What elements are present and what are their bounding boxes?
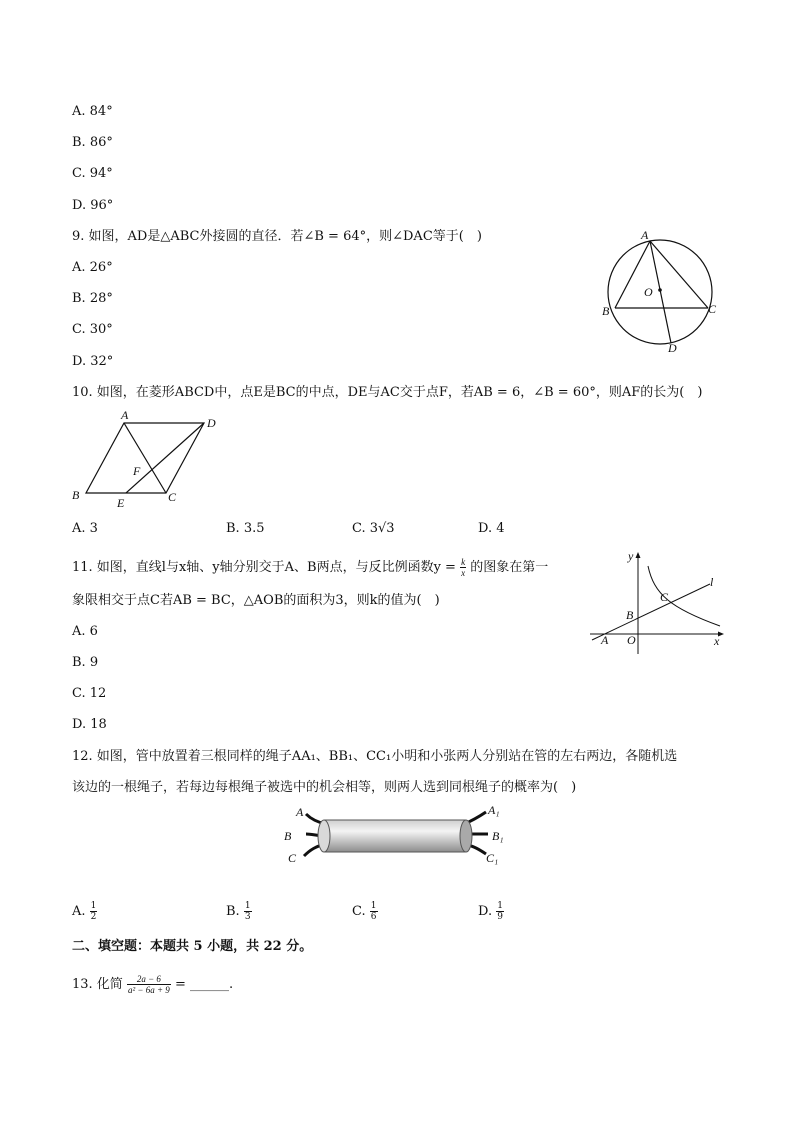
q12-option-c-prefix: C. (352, 904, 366, 919)
q11-stem-fraction (460, 557, 466, 578)
q11-stem-line2: 象限相交于点C若AB = BC，△AOB的面积为3，则k的值为( ) (72, 593, 440, 608)
q13-frac-numerator: 2a − 6 (127, 974, 171, 985)
q12-option-a-prefix: A. (72, 904, 86, 919)
q12-option-d-num: 1 (497, 901, 503, 911)
q11-stem-pre: 11. 如图，直线l与x轴、y轴分别交于A、B两点，与反比例函数y = (72, 560, 456, 575)
q10-label-a: A (121, 408, 129, 422)
q11-stem-post: 的图象在第一 (470, 560, 549, 575)
q10-label-c: C (168, 490, 177, 504)
q11-option-c: C. 12 (72, 686, 107, 701)
q9-label-b: B (602, 304, 610, 318)
q10-label-e: E (117, 496, 125, 510)
q13-frac-denominator: a² − 6a + 9 (127, 985, 170, 995)
q11-frac-denominator: x (461, 568, 466, 578)
q8-option-d: D. 96° (72, 198, 114, 213)
q13-suffix: = ______. (174, 977, 234, 992)
q12-option-b-num: 1 (244, 901, 251, 911)
q11-stem-line1 (72, 557, 548, 578)
q10-option-a: A. 3 (72, 521, 98, 536)
q11-coordinate-figure (584, 546, 726, 658)
q9-option-d: D. 32° (72, 354, 114, 369)
q8-option-c: C. 94° (72, 166, 113, 181)
q9-label-c: C (708, 302, 717, 316)
q10-stem: 10. 如图，在菱形ABCD中，点E是BC的中点，DE与AC交于点F，若AB = 6，∠B = 60°，则AF的长为( ) (72, 385, 703, 400)
q11-label-l: l (710, 575, 714, 589)
q11-frac-numerator: k (461, 557, 466, 567)
q12-label-b: B (284, 829, 292, 843)
q9-circle-figure (596, 226, 726, 356)
q12-pipe-figure (278, 800, 514, 872)
q12-stem-line1: 12. 如图，管中放置着三根同样的绳子AA₁、BB₁、CC₁小明和小张两人分别站在管的左右两边，各随机选 (72, 749, 678, 764)
q12-option-b-prefix: B. (226, 904, 240, 919)
q9-label-d: D (668, 341, 677, 355)
q10-label-b: B (72, 488, 80, 502)
q10-label-f: F (133, 464, 141, 478)
q12-option-d-prefix: D. (478, 904, 493, 919)
q11-option-a: A. 6 (72, 624, 98, 639)
q9-option-a: A. 26° (72, 260, 113, 275)
q12-option-b-fraction (244, 901, 252, 922)
q10-option-c: C. 3√3 (352, 521, 395, 536)
q11-label-o: O (627, 633, 636, 647)
q9-label-o: O (644, 285, 653, 299)
q9-label-a: A (641, 228, 649, 242)
q12-option-c-num: 1 (370, 901, 377, 911)
q12-label-a: A (296, 805, 304, 819)
q9-stem: 9. 如图，AD是△ABC外接圆的直径．若∠B = 64°，则∠DAC等于( ) (72, 229, 482, 244)
q11-label-c: C (660, 590, 669, 604)
q13-prefix: 13. 化简 (72, 977, 123, 992)
q12-option-d-den: 9 (497, 912, 503, 922)
q9-option-b: B. 28° (72, 291, 113, 306)
q11-label-a: A (601, 633, 609, 647)
q8-option-a: A. 84° (72, 104, 113, 119)
q12-option-a-den: 2 (90, 912, 97, 922)
q11-label-b: B (626, 608, 634, 622)
q13-stem (72, 974, 233, 995)
q10-rhombus-figure (66, 405, 236, 513)
q12-option-d-fraction (496, 901, 504, 922)
section-fill-in-heading: 二、填空题：本题共 5 小题，共 22 分。 (72, 939, 313, 954)
q12-option-d (478, 901, 504, 922)
q10-option-b: B. 3.5 (226, 521, 265, 536)
q8-option-b: B. 86° (72, 135, 113, 150)
q13-fraction (127, 974, 171, 995)
q9-option-c: C. 30° (72, 322, 113, 337)
q11-option-b: B. 9 (72, 655, 99, 670)
q12-label-b1: B₁ (492, 829, 504, 843)
q11-label-y: y (628, 549, 634, 563)
q10-option-d: D. 4 (478, 521, 505, 536)
q12-option-b (226, 901, 252, 922)
q12-option-a-fraction (90, 901, 98, 922)
q12-option-a-num: 1 (90, 901, 97, 911)
q12-option-b-den: 3 (244, 912, 251, 922)
q12-stem-line2: 该边的一根绳子，若每边每根绳子被选中的机会相等，则两人选到同根绳子的概率为( ) (72, 780, 577, 795)
q11-label-x: x (714, 634, 720, 648)
q12-label-a1: A₁ (488, 803, 500, 817)
q12-option-a (72, 901, 97, 922)
q11-option-d: D. 18 (72, 717, 107, 732)
q12-option-c-den: 6 (370, 912, 377, 922)
q10-label-d: D (207, 416, 216, 430)
q12-option-c (352, 901, 378, 922)
q12-label-c1: C₁ (486, 851, 499, 865)
q12-option-c-fraction (370, 901, 378, 922)
q12-label-c: C (288, 851, 297, 865)
